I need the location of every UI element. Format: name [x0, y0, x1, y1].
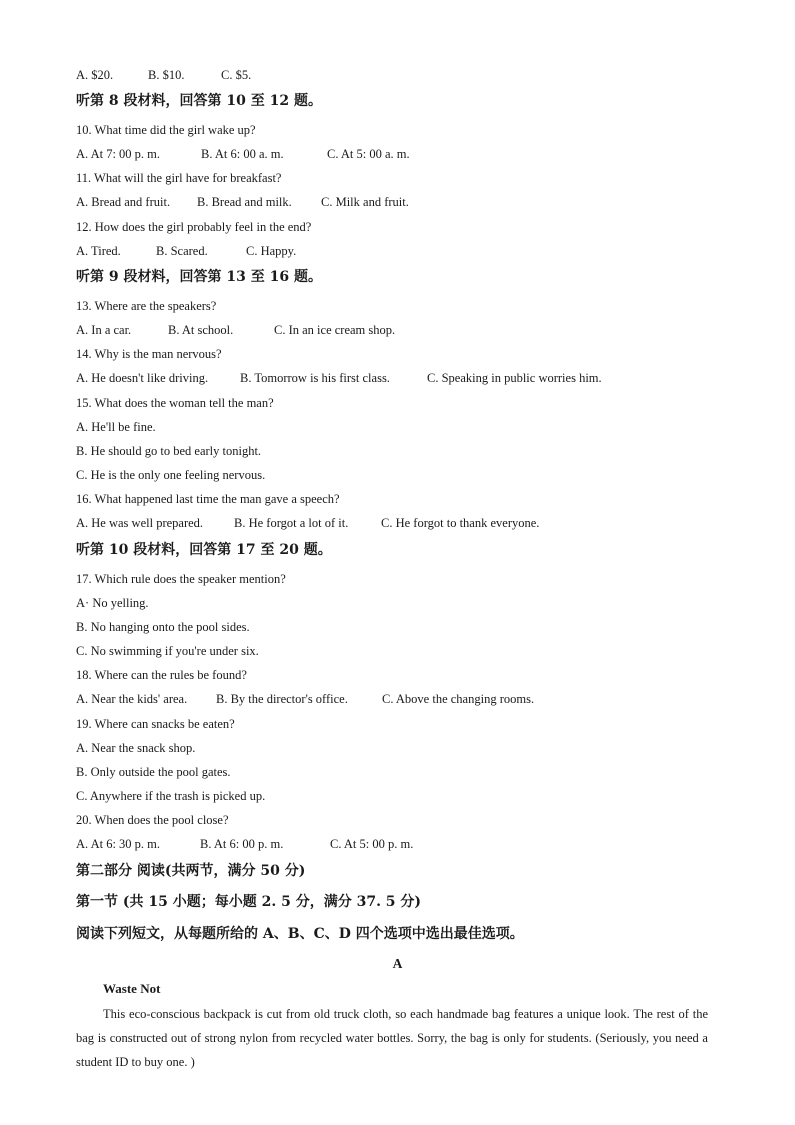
- q14-option-b: B. Tomorrow is his first class.: [240, 371, 390, 385]
- part2-heading: 第二部分 阅读(共两节，满分 50 分): [76, 863, 306, 879]
- heading-material-8: 听第 8 段材料，回答第 10 至 12 题。: [76, 93, 322, 109]
- reading-instruction: 阅读下列短文，从每题所给的 A、B、C、D 四个选项中选出最佳选项。: [76, 926, 524, 942]
- q19-option-b: B. Only outside the pool gates.: [76, 765, 231, 779]
- q15-stem: 15. What does the woman tell the man?: [76, 396, 274, 410]
- q16-option-a: A. He was well prepared.: [76, 516, 204, 530]
- q9-option-b: B. $10.: [148, 68, 185, 82]
- q17-option-b: B. No hanging onto the pool sides.: [76, 620, 250, 634]
- q15-option-a: A. He'll be fine.: [76, 420, 156, 434]
- q12-stem: 12. How does the girl probably feel in the end?: [76, 220, 312, 234]
- q18-option-a: A. Near the kids' area.: [76, 692, 188, 706]
- passage-paragraph: This eco-conscious backpack is cut from old truck cloth, so each handmade bag features a unique look. The rest of the bag is constructed out of strong nylon from recycled water bottles. Sorry, the bag is only for students. (Seriously, you need a student ID to buy one. ): [76, 1007, 708, 1069]
- passage-title: Waste Not: [103, 981, 161, 996]
- q16-option-b: B. He forgot a lot of it.: [234, 516, 349, 530]
- q15-option-b: B. He should go to bed early tonight.: [76, 444, 262, 458]
- q10-options: [76, 146, 410, 162]
- q18-stem: 18. Where can the rules be found?: [76, 668, 247, 682]
- q12-option-a: A. Tired.: [76, 244, 121, 258]
- q9-option-a: A. $20.: [76, 68, 114, 82]
- q20-options: [76, 836, 413, 852]
- q19-stem: 19. Where can snacks be eaten?: [76, 717, 235, 731]
- q20-option-c: C. At 5: 00 p. m.: [330, 837, 414, 851]
- q13-option-a: A. In a car.: [76, 323, 132, 337]
- q12-option-b: B. Scared.: [156, 244, 208, 258]
- q14-option-c: C. Speaking in public worries him.: [427, 371, 602, 385]
- q14-options: [76, 370, 602, 386]
- heading-material-10: 听第 10 段材料，回答第 17 至 20 题。: [76, 542, 332, 558]
- q11-option-b: B. Bread and milk.: [197, 195, 292, 209]
- q18-option-c: C. Above the changing rooms.: [382, 692, 535, 706]
- q10-option-c: C. At 5: 00 a. m.: [327, 147, 410, 161]
- q9-option-c: C. $5.: [221, 68, 252, 82]
- q10-stem: 10. What time did the girl wake up?: [76, 123, 256, 137]
- q15-option-c: C. He is the only one feeling nervous.: [76, 468, 266, 482]
- q14-stem: 14. Why is the man nervous?: [76, 347, 222, 361]
- q10-option-a: A. At 7: 00 p. m.: [76, 147, 161, 161]
- q13-option-c: C. In an ice cream shop.: [274, 323, 396, 337]
- q19-option-a: A. Near the snack shop.: [76, 741, 196, 755]
- q16-options: [76, 515, 539, 531]
- q11-option-c: C. Milk and fruit.: [321, 195, 409, 209]
- q13-option-b: B. At school.: [168, 323, 234, 337]
- q20-option-b: B. At 6: 00 p. m.: [200, 837, 284, 851]
- q11-option-a: A. Bread and fruit.: [76, 195, 171, 209]
- q20-option-a: A. At 6: 30 p. m.: [76, 837, 161, 851]
- heading-material-9: 听第 9 段材料，回答第 13 至 16 题。: [76, 269, 322, 285]
- q13-options: [76, 322, 395, 338]
- passage-letter: A: [392, 956, 403, 971]
- q9-options: [76, 67, 251, 83]
- q11-stem: 11. What will the girl have for breakfast?: [76, 171, 282, 185]
- q17-option-a: A· No yelling.: [76, 596, 149, 610]
- q19-option-c: C. Anywhere if the trash is picked up.: [76, 789, 266, 803]
- q18-option-b: B. By the director's office.: [216, 692, 348, 706]
- q16-option-c: C. He forgot to thank everyone.: [381, 516, 540, 530]
- q18-options: [76, 691, 534, 707]
- q20-stem: 20. When does the pool close?: [76, 813, 229, 827]
- q17-option-c: C. No swimming if you're under six.: [76, 644, 259, 658]
- q16-stem: 16. What happened last time the man gave a speech?: [76, 492, 340, 506]
- q17-stem: 17. Which rule does the speaker mention?: [76, 572, 286, 586]
- q12-option-c: C. Happy.: [246, 244, 297, 258]
- section1-heading: 第一节 (共 15 小题；每小题 2. 5 分，满分 37. 5 分): [76, 894, 422, 910]
- q10-option-b: B. At 6: 00 a. m.: [201, 147, 284, 161]
- q14-option-a: A. He doesn't like driving.: [76, 371, 209, 385]
- q12-options: [76, 243, 296, 259]
- q13-stem: 13. Where are the speakers?: [76, 299, 217, 313]
- q11-options: [76, 194, 409, 210]
